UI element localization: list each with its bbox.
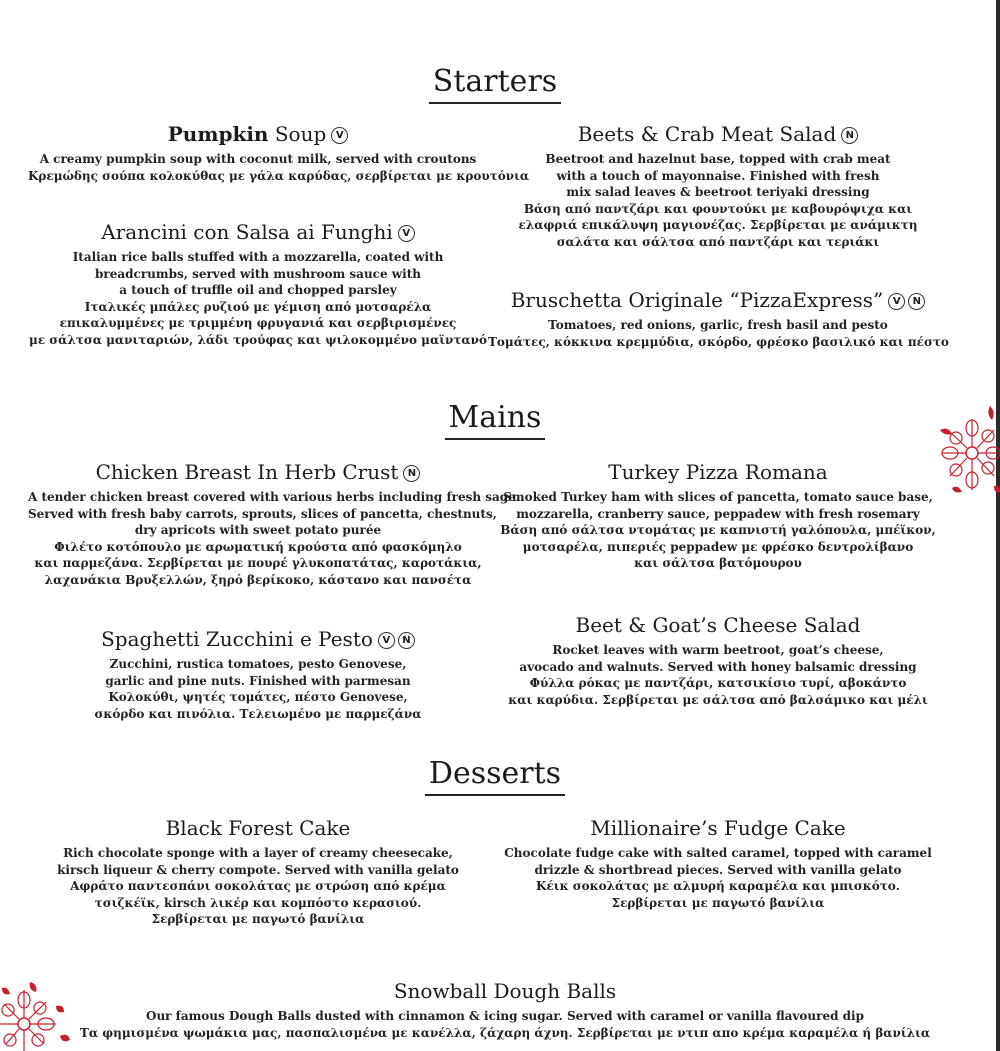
menu-item-chicken-breast: [28, 459, 520, 589]
nuts-icon: N: [403, 465, 420, 482]
item-name: Chicken Breast In Herb Crust N: [28, 459, 488, 485]
item-description: Rocket leaves with warm beetroot, goat’s cheese, avocado and walnuts. Served with honey balsamic dressing Φύλλα ρόκας με παντζάρι, κατσικίσιο τυρί, αβοκάντο και καρύδια. Σερβίρεται με σάλτσα από βαλσάμικο και μέλι: [508, 643, 928, 707]
section-title-mains: Mains: [0, 400, 990, 440]
section-title-starters: Starters: [0, 64, 990, 104]
item-name: Snowball Dough Balls: [393, 979, 617, 1003]
nuts-icon: N: [398, 632, 415, 649]
item-description: Italian rice balls stuffed with a mozzarella, coated with breadcrumbs, served with mushroom sauce with a touch of truffle oil and chopped parsley Ιταλικές μπάλες ρυζιού με γέμιση από μοτσαρέλα επικαλυμμένες με τριμμένη φρυγανιά και σερβιρισμένες με σάλτσα μανιταριών, λάδι τρούφας και ψιλοκομμένο μαϊντανό: [29, 250, 487, 347]
item-description: Our famous Dough Balls dusted with cinnamon & icing sugar. Served with caramel or vanilla flavoured dip Τα φημισμένα ψωμάκια μας, πασπαλισμένα με κανέλλα, ζάχαρη άχνη. Σερβίρεται με ντιπ απο κρέμα καραμέλα ή βανίλια: [79, 1009, 931, 1040]
menu-item-goat-cheese-salad: [488, 612, 948, 708]
vegetarian-icon: V: [378, 632, 395, 649]
item-name: Beets & Crab Meat Salad N: [488, 121, 948, 147]
menu-item-snowball: [60, 978, 950, 1041]
menu-item-beets-crab: [488, 121, 948, 251]
vegetarian-icon: V: [331, 127, 348, 144]
item-name: Millionaire’s Fudge Cake: [590, 816, 846, 840]
item-name: Black Forest Cake: [165, 816, 351, 840]
item-description: Smoked Turkey ham with slices of pancetta, tomato sauce base, mozzarella, cranberry sauce, peppadew with fresh rosemary Βάση από σάλτσα ντομάτας με καπνιστή γαλόπουλα, μπέϊκον, μοτσαρέλα, πιπεριές peppadew με φρέσκο δεντρολίβανο και σάλτσα βατόμουρου: [500, 490, 936, 571]
page-edge: [996, 0, 1000, 1051]
item-name: Turkey Pizza Romana: [608, 460, 828, 484]
item-description: Chocolate fudge cake with salted caramel, topped with caramel drizzle & shortbread pieces. Served with vanilla gelato Κέικ σοκολάτας με αλμυρή καραμέλα και μπισκότο. Σερβίρεται με παγωτό βανίλια: [504, 846, 932, 910]
item-name: Pumpkin Soup V: [28, 121, 488, 147]
menu-item-spaghetti: [28, 626, 488, 722]
item-description: Tomatoes, red onions, garlic, fresh basil and pesto Τομάτες, κόκκινα κρεμμύδια, σκόρδο, φρέσκο βασιλικό και πέστο: [488, 318, 949, 349]
item-description: A tender chicken breast covered with various herbs including fresh sage. Served with fresh baby carrots, sprouts, slices of pancetta, chestnuts, dry apricots with sweet potato purée Φιλέτο κοτόπουλο με αρωματική κρούστα από φασκόμηλο και παρμεζάνα. Σερβίρεται με πουρέ γλυκοπατάτας, καροτάκια, λαχανάκια Βρυξελλών, ξηρό βερίκοκο, κάστανο και πανσέτα: [28, 490, 520, 587]
section-title-desserts: Desserts: [0, 756, 990, 796]
item-name: Spaghetti Zucchini e Pesto V N: [28, 626, 488, 652]
menu-item-arancini: [28, 219, 488, 349]
item-description: A creamy pumpkin soup with coconut milk, served with croutons Κρεμώδης σούπα κολοκύθας με γάλα καρύδας, σερβίρεται με κρουτόνια: [28, 152, 530, 183]
menu-item-fudge-cake: [488, 815, 948, 911]
snowflake-ornament-icon: [930, 398, 1000, 498]
menu-item-black-forest: [28, 815, 488, 928]
vegetarian-icon: V: [888, 293, 905, 310]
item-description: Rich chocolate sponge with a layer of creamy cheesecake, kirsch liqueur & cherry compote. Served with vanilla gelato Αφράτο παντεσπάνι σοκολάτας με στρώση από κρέμα τσιζκέϊκ, kirsch λικέρ και κομπόστο κερασιού. Σερβίρεται με παγωτό βανίλια: [57, 846, 459, 927]
item-description: Beetroot and hazelnut base, topped with crab meat with a touch of mayonnaise. Finished with fresh mix salad leaves & beetroot teriyaki dressing Βάση από παντζάρι και φουντούκι με καβουρόψιχα και ελαφριά επικάλυψη μαγιονέζας. Σερβίρεται με ανάμικτη σαλάτα και σάλτσα από παντζάρι και τεριάκι: [518, 152, 918, 249]
item-name: Arancini con Salsa ai Funghi V: [28, 219, 488, 245]
nuts-icon: N: [841, 127, 858, 144]
item-name: Beet & Goat’s Cheese Salad: [575, 613, 861, 637]
item-name: Bruschetta Originale “PizzaExpress” V N: [488, 287, 948, 313]
nuts-icon: N: [908, 293, 925, 310]
menu-item-turkey-pizza: [488, 459, 948, 572]
menu-item-bruschetta: [488, 287, 948, 350]
snowflake-ornament-corner-icon: [0, 978, 80, 1051]
item-description: Zucchini, rustica tomatoes, pesto Genovese, garlic and pine nuts. Finished with parmesan Κολοκύθι, ψητές τομάτες, πέστο Genovese, σκόρδο και πινόλια. Τελειωμένο με παρμεζάνα: [94, 657, 422, 721]
menu-item-pumpkin-soup: [28, 121, 530, 184]
vegetarian-icon: V: [398, 225, 415, 242]
